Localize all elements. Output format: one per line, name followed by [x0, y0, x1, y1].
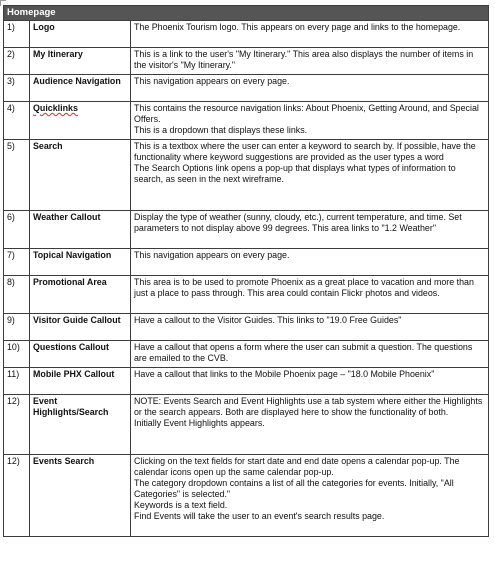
table-row: [4, 395, 489, 455]
row-description: [131, 48, 489, 75]
row-description: [131, 75, 489, 102]
table-row: [4, 368, 489, 395]
table-row: [4, 48, 489, 75]
row-number: 9): [4, 314, 30, 341]
description-line: Find Events will take the user to an event's search results page.: [134, 511, 385, 521]
row-description: [131, 314, 489, 341]
row-name: Topical Navigation: [30, 249, 131, 276]
description-line: Clicking on the text fields for start date and end date opens a calendar pop-up. The calendar icons open up the same calendar pop-up.: [134, 456, 460, 477]
table-title: Homepage: [4, 6, 489, 21]
row-number: 11): [4, 368, 30, 395]
row-number: 8): [4, 276, 30, 314]
description-line: Initially Event Highlights appears.: [134, 418, 265, 428]
table-row: [4, 249, 489, 276]
description-line: This is a dropdown that displays these links.: [134, 125, 308, 135]
row-name: My Itinerary: [30, 48, 131, 75]
row-name: Logo: [30, 21, 131, 48]
table-row: [4, 455, 489, 537]
description-line: NOTE: Events Search and Event Highlights use a tab system where either the Highlights or the search appears. Both are displayed here to show the functionality of both.: [134, 396, 483, 417]
document-page: [3, 5, 488, 537]
row-number: 10): [4, 341, 30, 368]
description-line: Have a callout that opens a form where the user can submit a question. The questions are emailed to the CVB.: [134, 342, 473, 363]
table-row: [4, 314, 489, 341]
row-name: Promotional Area: [30, 276, 131, 314]
row-description: [131, 102, 489, 140]
row-name: Search: [30, 140, 131, 211]
row-description: [131, 140, 489, 211]
table-row: [4, 211, 489, 249]
description-line: This area is to be used to promote Phoenix as a great place to vacation and more than just a place to pass through. This area could contain Flickr photos and videos.: [134, 277, 474, 298]
table-row: [4, 75, 489, 102]
description-line: The Phoenix Tourism logo. This appears on every page and links to the homepage.: [134, 22, 461, 32]
row-name: [30, 102, 131, 140]
row-description: [131, 455, 489, 537]
row-name-text: Quicklinks: [33, 103, 78, 113]
row-name: Mobile PHX Callout: [30, 368, 131, 395]
row-name: Events Search: [30, 455, 131, 537]
row-number: 12): [4, 455, 30, 537]
description-line: Have a callout to the Visitor Guides. This links to "19.0 Free Guides": [134, 315, 402, 325]
description-line: This navigation appears on every page.: [134, 250, 290, 260]
row-description: [131, 249, 489, 276]
row-number: 5): [4, 140, 30, 211]
row-name: Event Highlights/Search: [30, 395, 131, 455]
table-row: [4, 21, 489, 48]
homepage-spec-table: [3, 5, 489, 537]
description-line: This contains the resource navigation links: About Phoenix, Getting Around, and Special Offers.: [134, 103, 479, 124]
row-description: [131, 21, 489, 48]
description-line: This is a link to the user's "My Itinerary." This area also displays the number of items in the visitor's "My Itinerary.": [134, 49, 474, 70]
row-name: Visitor Guide Callout: [30, 314, 131, 341]
row-name: Audience Navigation: [30, 75, 131, 102]
row-description: [131, 368, 489, 395]
description-line: This navigation appears on every page.: [134, 76, 290, 86]
description-line: The category dropdown contains a list of all the categories for events. Initially, "All Categories" is selected.": [134, 478, 454, 499]
row-description: [131, 276, 489, 314]
table-row: [4, 102, 489, 140]
row-number: 7): [4, 249, 30, 276]
row-description: [131, 395, 489, 455]
description-line: This is a textbox where the user can enter a keyword to search by. If possible, have the functionality where keyword suggestions are provided as the user types a word: [134, 141, 476, 162]
row-description: [131, 211, 489, 249]
row-name: Weather Callout: [30, 211, 131, 249]
row-number: 6): [4, 211, 30, 249]
row-number: 4): [4, 102, 30, 140]
description-line: Keywords is a text field.: [134, 500, 228, 510]
row-number: 1): [4, 21, 30, 48]
description-line: Have a callout that links to the Mobile Phoenix page – "18.0 Mobile Phoenix": [134, 369, 435, 379]
table-row: [4, 276, 489, 314]
row-number: 2): [4, 48, 30, 75]
table-row: [4, 341, 489, 368]
table-row: [4, 140, 489, 211]
description-line: Display the type of weather (sunny, cloudy, etc.), current temperature, and time. Set parameters to not display above 99 degrees. This area links to "1.2 Weather": [134, 212, 462, 233]
row-number: 12): [4, 395, 30, 455]
row-description: [131, 341, 489, 368]
row-number: 3): [4, 75, 30, 102]
table-title-row: [4, 6, 489, 21]
description-line: The Search Options link opens a pop-up that displays what types of information to search, as seen in the next wireframe.: [134, 163, 456, 184]
row-name: Questions Callout: [30, 341, 131, 368]
